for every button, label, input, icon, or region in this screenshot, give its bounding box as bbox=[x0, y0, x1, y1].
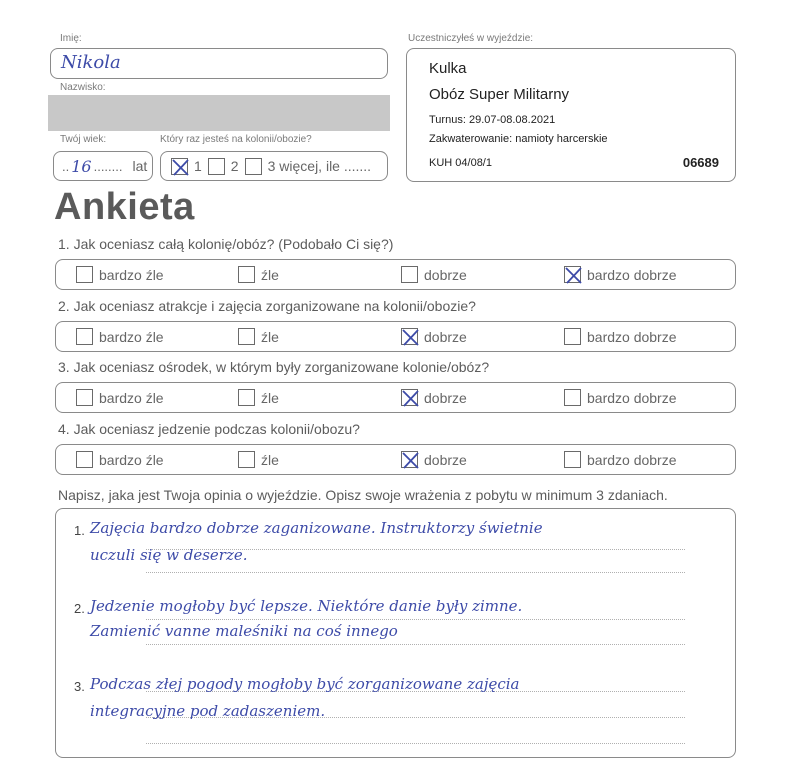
rating-checkbox[interactable] bbox=[238, 451, 255, 468]
opinion-1-line-2: uczuli się w deserze. bbox=[90, 546, 248, 564]
rating-checkbox-checked[interactable] bbox=[401, 451, 418, 468]
rating-option-label: dobrze bbox=[424, 451, 467, 468]
age-label: Twój wiek: bbox=[60, 134, 107, 145]
age-value: 16 bbox=[71, 156, 92, 176]
opinion-num-3: 3. bbox=[74, 679, 85, 694]
question-options-row bbox=[55, 444, 736, 475]
age-unit: lat bbox=[132, 158, 148, 174]
surname-redaction bbox=[48, 95, 390, 131]
rating-option-label: źle bbox=[261, 266, 279, 283]
rating-option-label: bardzo źle bbox=[99, 389, 164, 406]
lodging bbox=[429, 133, 608, 145]
which-option-3-label: 3 więcej, ile ....... bbox=[267, 158, 372, 174]
opinion-1-line-1: Zajęcia bardzo dobrze zaganizowane. Instruktorzy świetnie bbox=[90, 519, 543, 537]
writing-line bbox=[146, 619, 685, 620]
rating-option-label: źle bbox=[261, 328, 279, 345]
opinion-box[interactable] bbox=[55, 508, 736, 758]
rating-checkbox[interactable] bbox=[76, 389, 93, 406]
writing-line bbox=[146, 572, 685, 573]
rating-checkbox[interactable] bbox=[76, 451, 93, 468]
which-option-1-label: 1 bbox=[194, 158, 202, 174]
rating-option[interactable] bbox=[564, 451, 677, 468]
rating-checkbox[interactable] bbox=[76, 328, 93, 345]
rating-option[interactable] bbox=[238, 451, 279, 468]
rating-option-label: bardzo źle bbox=[99, 266, 164, 283]
name-field[interactable] bbox=[50, 48, 388, 79]
trip-name: Kulka bbox=[429, 60, 467, 77]
rating-option-label: bardzo dobrze bbox=[587, 328, 677, 345]
survey-title: Ankieta bbox=[54, 186, 195, 228]
question-label: 2. Jak oceniasz atrakcje i zajęcia zorganizowane na kolonii/obozie? bbox=[58, 298, 476, 314]
opinion-2-line-1: Jedzenie mogłoby być lepsze. Niektóre danie były zimne. bbox=[90, 597, 523, 615]
rating-option[interactable] bbox=[564, 328, 677, 345]
trip-code: KUH 04/08/1 bbox=[429, 157, 492, 169]
rating-checkbox[interactable] bbox=[238, 266, 255, 283]
question-options-row bbox=[55, 321, 736, 352]
rating-option[interactable] bbox=[76, 328, 164, 345]
rating-option-label: dobrze bbox=[424, 266, 467, 283]
opinion-3-line-2: integracyjne pod zadaszeniem. bbox=[90, 702, 326, 720]
trip-number: 06689 bbox=[682, 155, 719, 170]
rating-checkbox-checked[interactable] bbox=[564, 266, 581, 283]
rating-option[interactable] bbox=[76, 451, 164, 468]
rating-checkbox-checked[interactable] bbox=[401, 389, 418, 406]
surname-label: Nazwisko: bbox=[60, 82, 106, 93]
opinion-num-2: 2. bbox=[74, 601, 85, 616]
which-checkbox-2[interactable] bbox=[208, 158, 225, 175]
rating-option[interactable] bbox=[401, 266, 467, 283]
rating-option[interactable] bbox=[564, 389, 677, 406]
which-option-2-label: 2 bbox=[230, 158, 239, 174]
lodging-label: Zakwaterowanie: bbox=[429, 133, 513, 145]
rating-checkbox[interactable] bbox=[564, 451, 581, 468]
age-field[interactable] bbox=[53, 151, 153, 181]
question-options-row bbox=[55, 259, 736, 290]
rating-checkbox-checked[interactable] bbox=[401, 328, 418, 345]
writing-line bbox=[146, 743, 685, 744]
which-time-field[interactable] bbox=[160, 151, 388, 181]
rating-checkbox[interactable] bbox=[238, 389, 255, 406]
turnus-label: Turnus: bbox=[429, 114, 466, 126]
rating-option[interactable] bbox=[238, 328, 279, 345]
rating-option[interactable] bbox=[401, 328, 467, 345]
which-option-1[interactable] bbox=[171, 158, 202, 175]
which-option-2[interactable] bbox=[208, 158, 239, 175]
rating-checkbox[interactable] bbox=[401, 266, 418, 283]
rating-option-label: bardzo dobrze bbox=[587, 451, 677, 468]
rating-checkbox[interactable] bbox=[238, 328, 255, 345]
rating-option-label: źle bbox=[261, 451, 279, 468]
rating-option[interactable] bbox=[76, 266, 164, 283]
rating-option-label: źle bbox=[261, 389, 279, 406]
trip-info-box bbox=[406, 48, 736, 182]
question-options-row bbox=[55, 382, 736, 413]
question-label: 1. Jak oceniasz całą kolonię/obóz? (Podobało Ci się?) bbox=[58, 236, 394, 252]
which-checkbox-3[interactable] bbox=[245, 158, 262, 175]
rating-option-label: dobrze bbox=[424, 389, 467, 406]
lodging-value: namioty harcerskie bbox=[515, 133, 608, 145]
which-checkbox-1[interactable] bbox=[171, 158, 188, 175]
rating-checkbox[interactable] bbox=[564, 328, 581, 345]
rating-option[interactable] bbox=[401, 389, 467, 406]
rating-option[interactable] bbox=[76, 389, 164, 406]
opinion-3-line-1: Podczas złej pogody mogłoby być zorganizowane zajęcia bbox=[90, 675, 520, 693]
rating-option-label: dobrze bbox=[424, 328, 467, 345]
question-label: 3. Jak oceniasz ośrodek, w którym były zorganizowane kolonie/obóz? bbox=[58, 359, 490, 375]
turnus bbox=[429, 114, 555, 126]
opinion-2-line-2: Zamienić vanne maleśniki na coś innego bbox=[90, 622, 398, 640]
rating-option-label: bardzo dobrze bbox=[587, 266, 677, 283]
trip-label: Uczestniczyłeś w wyjeździe: bbox=[408, 33, 534, 44]
rating-option[interactable] bbox=[564, 266, 677, 283]
name-value: Nikola bbox=[61, 52, 121, 73]
rating-option[interactable] bbox=[401, 451, 467, 468]
turnus-value: 29.07-08.08.2021 bbox=[468, 114, 556, 126]
camp-name: Obóz Super Militarny bbox=[429, 86, 570, 103]
age-dots-left: .. bbox=[62, 158, 70, 174]
question-label: 4. Jak oceniasz jedzenie podczas kolonii/obozu? bbox=[58, 421, 360, 437]
which-option-3[interactable] bbox=[245, 158, 371, 175]
which-time-label: Który raz jesteś na kolonii/obozie? bbox=[160, 134, 312, 145]
writing-line bbox=[146, 644, 685, 645]
opinion-num-1: 1. bbox=[74, 523, 85, 538]
rating-option-label: bardzo źle bbox=[99, 328, 164, 345]
rating-option[interactable] bbox=[238, 389, 279, 406]
rating-checkbox[interactable] bbox=[564, 389, 581, 406]
rating-checkbox[interactable] bbox=[76, 266, 93, 283]
age-dots-right: ........ bbox=[93, 158, 123, 174]
rating-option-label: bardzo dobrze bbox=[587, 389, 677, 406]
rating-option-label: bardzo źle bbox=[99, 451, 164, 468]
opinion-prompt: Napisz, jaka jest Twoja opinia o wyjeździe. Opisz swoje wrażenia z pobytu w minimum 3 zdaniach. bbox=[58, 487, 668, 503]
rating-option[interactable] bbox=[238, 266, 279, 283]
name-label: Imię: bbox=[60, 33, 82, 44]
